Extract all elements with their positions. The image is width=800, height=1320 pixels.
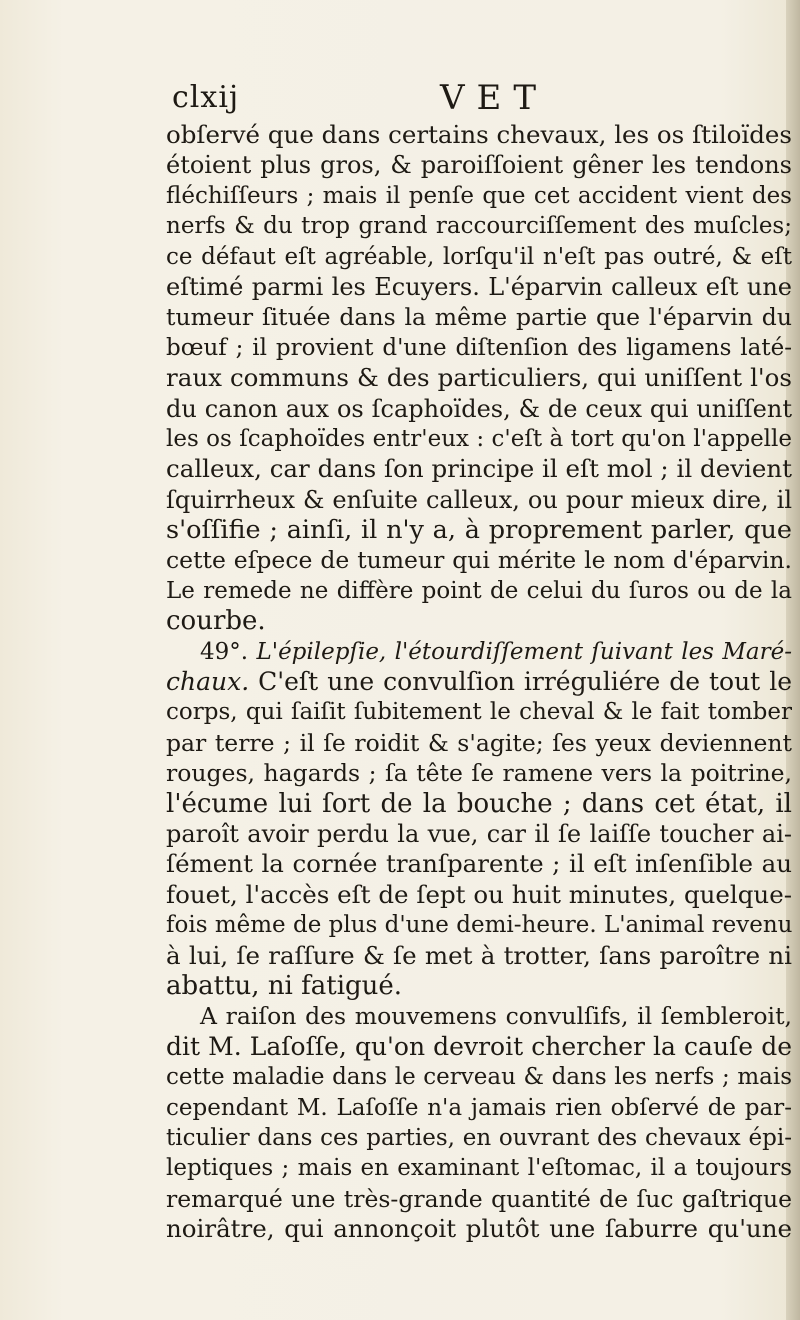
text-line: noirâtre, qui annonçoit plutôt une ſaburre qu'une [166, 1214, 792, 1244]
text-line: eſtimé parmi les Ecuyers. L'éparvin calleux eſt une [166, 272, 792, 301]
running-head: VET [440, 78, 549, 118]
text-line: paroît avoir perdu la vue, car il ſe laiſſe toucher ai- [166, 819, 792, 848]
text-line: corps, qui ſaiſit ſubitement le cheval & le fait tomber [166, 699, 792, 726]
text-line: cette eſpece de tumeur qui mérite le nom d'éparvin. [166, 546, 792, 575]
page-number: clxij [172, 80, 240, 115]
text-line: les os ſcaphoïdes entr'eux : c'eſt à tort qu'on l'appelle [166, 425, 792, 452]
text-line [166, 667, 792, 697]
text-line: s'oſſifie ; ainſi, il n'y a, à proprement parler, que [166, 515, 792, 546]
text-line: leptiques ; mais en examinant l'eſtomac, il a toujours [166, 1155, 792, 1182]
text-line: ſquirrheux & enſuite calleux, ou pour mieux dire, il [166, 485, 792, 514]
text-line: à lui, ſe raſſure & ſe met à trotter, ſans paroître ni [166, 940, 792, 970]
text-fragment: C'eſt une convulſion irréguliére de tout le [249, 667, 792, 697]
text-line: ſément la cornée tranſparente ; il eſt inſenſible au [166, 849, 792, 879]
article-title-end: chaux. [166, 667, 250, 697]
text-line: raux communs & des particuliers, qui uniſſent l'os [166, 363, 792, 393]
text-line: remarqué une très-grande quantité de ſuc gaſtrique [166, 1184, 792, 1213]
text-line: courbe. [166, 606, 266, 637]
text-line: du canon aux os ſcaphoïdes, & de ceux qui uniſſent [166, 394, 792, 423]
text-line: nerfs & du trop grand raccourciſſement des muſcles; [166, 213, 792, 240]
page-header [0, 78, 800, 122]
text-line: obſervé que dans certains chevaux, les os ſtiloïdes [166, 120, 792, 149]
text-line: cette maladie dans le cerveau & dans les nerfs ; mais [166, 1064, 792, 1091]
text-line: étoient plus gros, & paroiſſoient gêner les tendons [166, 151, 792, 180]
text-line: par terre ; il ſe roidit & s'agite; ſes yeux deviennent [166, 728, 792, 757]
text-line: ce défaut eſt agréable, lorſqu'il n'eſt pas outré, & eſt [166, 243, 792, 270]
text-line: A raiſon des mouvemens convulſifs, il ſembleroit, [200, 1002, 792, 1031]
text-line: cependant M. Laſoſſe n'a jamais rien obſervé de par- [166, 1094, 792, 1121]
text-line: fléchiſſeurs ; mais il penſe que cet accident vient des [166, 182, 792, 209]
text-line: calleux, car dans ſon principe il eſt mol ; il devient [166, 454, 792, 484]
text-line: rouges, hagards ; ſa tête ſe ramene vers la poitrine, [166, 759, 792, 788]
text-line: Le remede ne diffère point de celui du ſuros ou de la [166, 577, 792, 604]
text-line: abattu, ni fatigué. [166, 970, 403, 1001]
body-text [166, 120, 792, 1244]
article-title: L'épilepſie, l'étourdiſſement ſuivant les Maré- [256, 638, 793, 665]
paragraph-number: 49°. [200, 638, 249, 665]
text-line: ticulier dans ces parties, en ouvrant des chevaux épi- [166, 1124, 792, 1151]
paragraph-heading-line [166, 637, 792, 667]
text-line: fouet, l'accès eſt de ſept ou huit minutes, quelque- [166, 879, 792, 909]
text-line: tumeur ſituée dans la même partie que l'éparvin du [166, 303, 792, 332]
text-line: l'écume lui ſort de la bouche ; dans cet état, il [166, 788, 792, 819]
text-line: dit M. Laſoſſe, qu'on devroit chercher la cauſe de [166, 1031, 792, 1061]
text-line: fois même de plus d'une demi-heure. L'animal revenu [166, 912, 793, 939]
text-line: bœuf ; il provient d'une diſtenſion des ligamens laté- [166, 334, 792, 361]
